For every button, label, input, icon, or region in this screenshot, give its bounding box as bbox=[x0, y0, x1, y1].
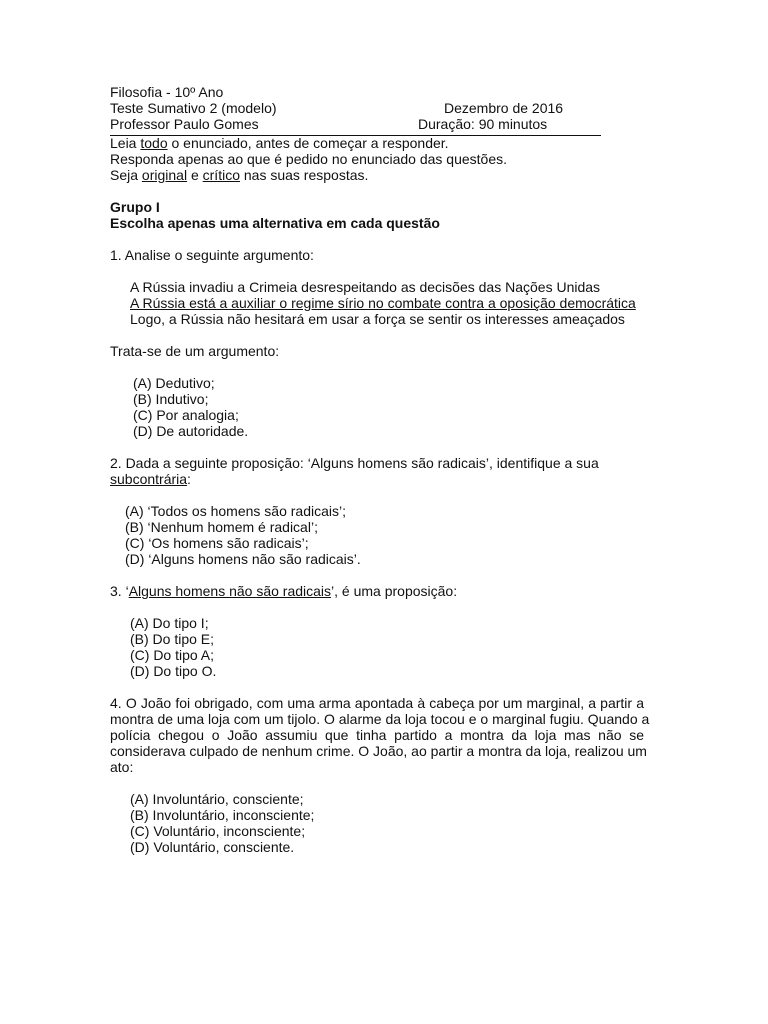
q4-option-c: (C) Voluntário, inconsciente; bbox=[130, 823, 306, 839]
q1-option-a: (A) Dedutivo; bbox=[133, 375, 215, 391]
q4-prompt bbox=[110, 695, 650, 775]
q4-option-b: (B) Involuntário, inconsciente; bbox=[130, 807, 315, 823]
test-title: Teste Sumativo 2 (modelo) bbox=[110, 100, 277, 116]
q4-line-5: ato: bbox=[110, 759, 134, 775]
q4-line-2: montra de uma loja com um tijolo. O alarme da loja tocou e o marginal fugiu. Quando a bbox=[110, 711, 650, 727]
instruction-1-post: o enunciado, antes de começar a responder. bbox=[167, 135, 449, 151]
q2-prompt-line-1: 2. Dada a seguinte proposição: ‘Alguns homens são radicais’, identifique a sua bbox=[110, 455, 599, 471]
q2-emphasis: subcontrária bbox=[110, 471, 188, 487]
test-date: Dezembro de 2016 bbox=[444, 100, 564, 116]
q3-prompt-post: ’, é uma proposição: bbox=[331, 583, 458, 599]
q2-option-d: (D) ‘Alguns homens não são radicais’. bbox=[125, 551, 361, 567]
teacher-name: Professor Paulo Gomes bbox=[110, 116, 259, 132]
instruction-3-pre: Seja bbox=[110, 167, 142, 183]
instruction-2: Responda apenas ao que é pedido no enunciado das questões. bbox=[110, 151, 507, 167]
instruction-3 bbox=[110, 167, 644, 183]
q1-option-b: (B) Indutivo; bbox=[133, 391, 209, 407]
instruction-1-pre: Leia bbox=[110, 135, 141, 151]
q4-line-1: 4. O João foi obrigado, com uma arma apontada à cabeça por um marginal, a partir a bbox=[110, 695, 644, 711]
q1-premise-2 bbox=[110, 295, 644, 311]
test-duration: Duração: 90 minutos bbox=[418, 116, 548, 132]
q2-option-b: (B) ‘Nenhum homem é radical’; bbox=[125, 519, 318, 535]
q1-option-c: (C) Por analogia; bbox=[133, 407, 239, 423]
group-subtitle: Escolha apenas uma alternativa em cada questão bbox=[110, 215, 440, 231]
q1-premise-1: A Rússia invadiu a Crimeia desrespeitando as decisões das Nações Unidas bbox=[130, 279, 601, 295]
document-page bbox=[110, 84, 650, 855]
q2-prompt-end: : bbox=[187, 471, 191, 487]
instruction-3-mid: e bbox=[187, 167, 203, 183]
q1-premise-2-text: A Rússia está a auxiliar o regime sírio no combate contra a oposição democrática bbox=[130, 295, 636, 311]
test-row bbox=[110, 100, 644, 116]
q3-emphasis: Alguns homens não são radicais bbox=[128, 583, 332, 599]
instruction-3-emphasis-2: crítico bbox=[202, 167, 240, 183]
q4-line-3: polícia chegou o João assumiu que tinha partido a montra da loja mas não se bbox=[110, 727, 644, 743]
q3-option-b: (B) Do tipo E; bbox=[130, 631, 215, 647]
q1-conclusion: Logo, a Rússia não hesitará em usar a força se sentir os interesses ameaçados bbox=[130, 311, 625, 327]
q3-prompt-pre: 3. ‘ bbox=[110, 583, 129, 599]
q3-option-d: (D) Do tipo O. bbox=[130, 663, 217, 679]
teacher-row bbox=[110, 116, 644, 132]
q1-option-d: (D) De autoridade. bbox=[133, 423, 249, 439]
q1-question: Trata-se de um argumento: bbox=[110, 343, 280, 359]
instruction-3-post: nas suas respostas. bbox=[239, 167, 369, 183]
q4-line-4: considerava culpado de nenhum crime. O João, ao partir a montra da loja, realizou um bbox=[110, 743, 647, 759]
course-title: Filosofia - 10º Ano bbox=[110, 84, 224, 100]
q1-prompt: 1. Analise o seguinte argumento: bbox=[110, 247, 314, 263]
q3-option-a: (A) Do tipo I; bbox=[130, 615, 209, 631]
q4-option-d: (D) Voluntário, consciente. bbox=[130, 839, 295, 855]
instruction-1 bbox=[110, 135, 644, 151]
q3-option-c: (C) Do tipo A; bbox=[130, 647, 215, 663]
q2-option-a: (A) ‘Todos os homens são radicais’; bbox=[125, 503, 346, 519]
q2-option-c: (C) ‘Os homens são radicais’; bbox=[125, 535, 309, 551]
q3-prompt bbox=[110, 583, 644, 599]
instruction-1-emphasis: todo bbox=[140, 135, 168, 151]
q4-option-a: (A) Involuntário, consciente; bbox=[130, 791, 304, 807]
instruction-3-emphasis-1: original bbox=[141, 167, 188, 183]
q2-prompt-line-2 bbox=[110, 471, 644, 487]
group-title: Grupo I bbox=[110, 199, 160, 215]
